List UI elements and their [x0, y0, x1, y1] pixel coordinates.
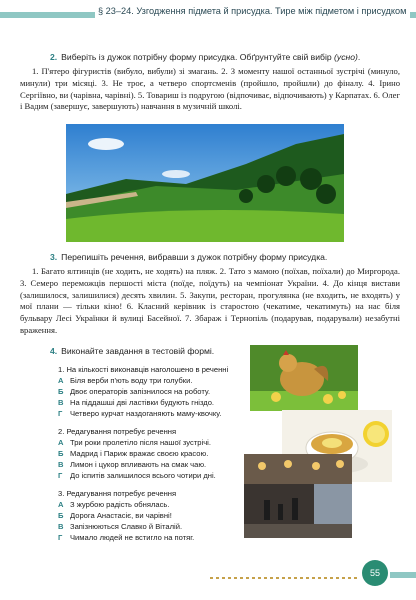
question-2-text: 2. Редагування потребує речення	[58, 427, 177, 436]
decorative-dots	[210, 577, 360, 579]
task4-instruction: 4. Виконайте завдання в тестовій формі.	[50, 346, 215, 356]
option-2b: Б Мадрид і Париж вражає своєю красою.	[58, 449, 209, 458]
option-1c: В На піддашші дві ластівки будують гніздо.	[58, 398, 215, 407]
option-1a: А Біля верби п'ють воду три голубки.	[58, 376, 193, 385]
page-number: 55	[362, 560, 388, 586]
page-header: § 23–24. Узгодження підмета й присудка. Тире між підметом і присудком	[98, 6, 407, 16]
question-3-text: 3. Редагування потребує речення	[58, 489, 177, 498]
task2-text: 1. П'ятеро фігуристів (вибуло, вибули) зі змагань. 2. З моменту нашої останньої зустрічі (минуло, минули) три місяці. 3. Не троє, а четверо спортсменів (пройшло, пройшли) до фіналу. 4. Ірино Сергіївно, ви (чарівна, чарівні). 5. Товариш із подругою (відпочиває, відпочивають) у Карпатах. 6. Олег і Вадим (завершує, завершують) навчання в музичній школі.	[20, 66, 400, 112]
task3-instruction: 3. Перепишіть речення, вибравши з дужок потрібну форму присудка.	[50, 252, 328, 262]
task2-instruction: 2. Виберіть із дужок потрібну форму присудка. Обґрунтуйте свій вибір (усно).	[50, 52, 361, 62]
landscape-photo	[66, 124, 344, 242]
footer-accent-bar	[390, 572, 416, 578]
option-2a: А Три роки пролетіло після нашої зустрічі.	[58, 438, 211, 447]
option-3a: А З журбою радість обнялась.	[58, 500, 170, 509]
question-3	[58, 488, 248, 543]
hen-photo	[250, 345, 358, 411]
option-3c: В Запізнюються Славко й Віталій.	[58, 522, 183, 531]
header-accent-end	[410, 12, 416, 18]
option-2c: В Лимон і цукор впливають на смак чаю.	[58, 460, 207, 469]
task3-text: 1. Багато ялтинців (не ходить, не ходять) на пляж. 2. Тато з мамою (поїхав, поїхали) до Миргорода. 3. Семеро переможців першості міста (поїде, поїдуть) на чемпіонат України. 4. До кінця вистави (залишилося, залишилися) десять хвилин. 5. Закупи, ресторан, прогулянка (не входить, не входять) у мої плани — тільки кіно! 6. Класний керівник із старостою (чекатиме, чекатимуть) на нас біля бульвару Лесі Українки й вулиці Басейної. 7. Збараж і Тернопіль (подарував, подарували) незабутні враження.	[20, 266, 400, 335]
question-1-text: 1. На кількості виконавців наголошено в реченні	[58, 365, 229, 374]
option-2d: Г До іспитів залишилося всього чотири дні.	[58, 471, 216, 480]
option-3d: Г Чимало людей не встигло на потяг.	[58, 533, 195, 542]
option-1b: Б Двоє операторів запізнилося на роботу.	[58, 387, 211, 396]
question-1	[58, 364, 248, 419]
question-2	[58, 426, 248, 481]
station-photo	[244, 454, 352, 538]
header-accent-bar	[0, 12, 95, 18]
option-3b: Б Дорога Анастасіє, ви чарівні!	[58, 511, 172, 520]
option-1d: Г Четверо курчат наздоганяють маму-квочку.	[58, 409, 222, 418]
